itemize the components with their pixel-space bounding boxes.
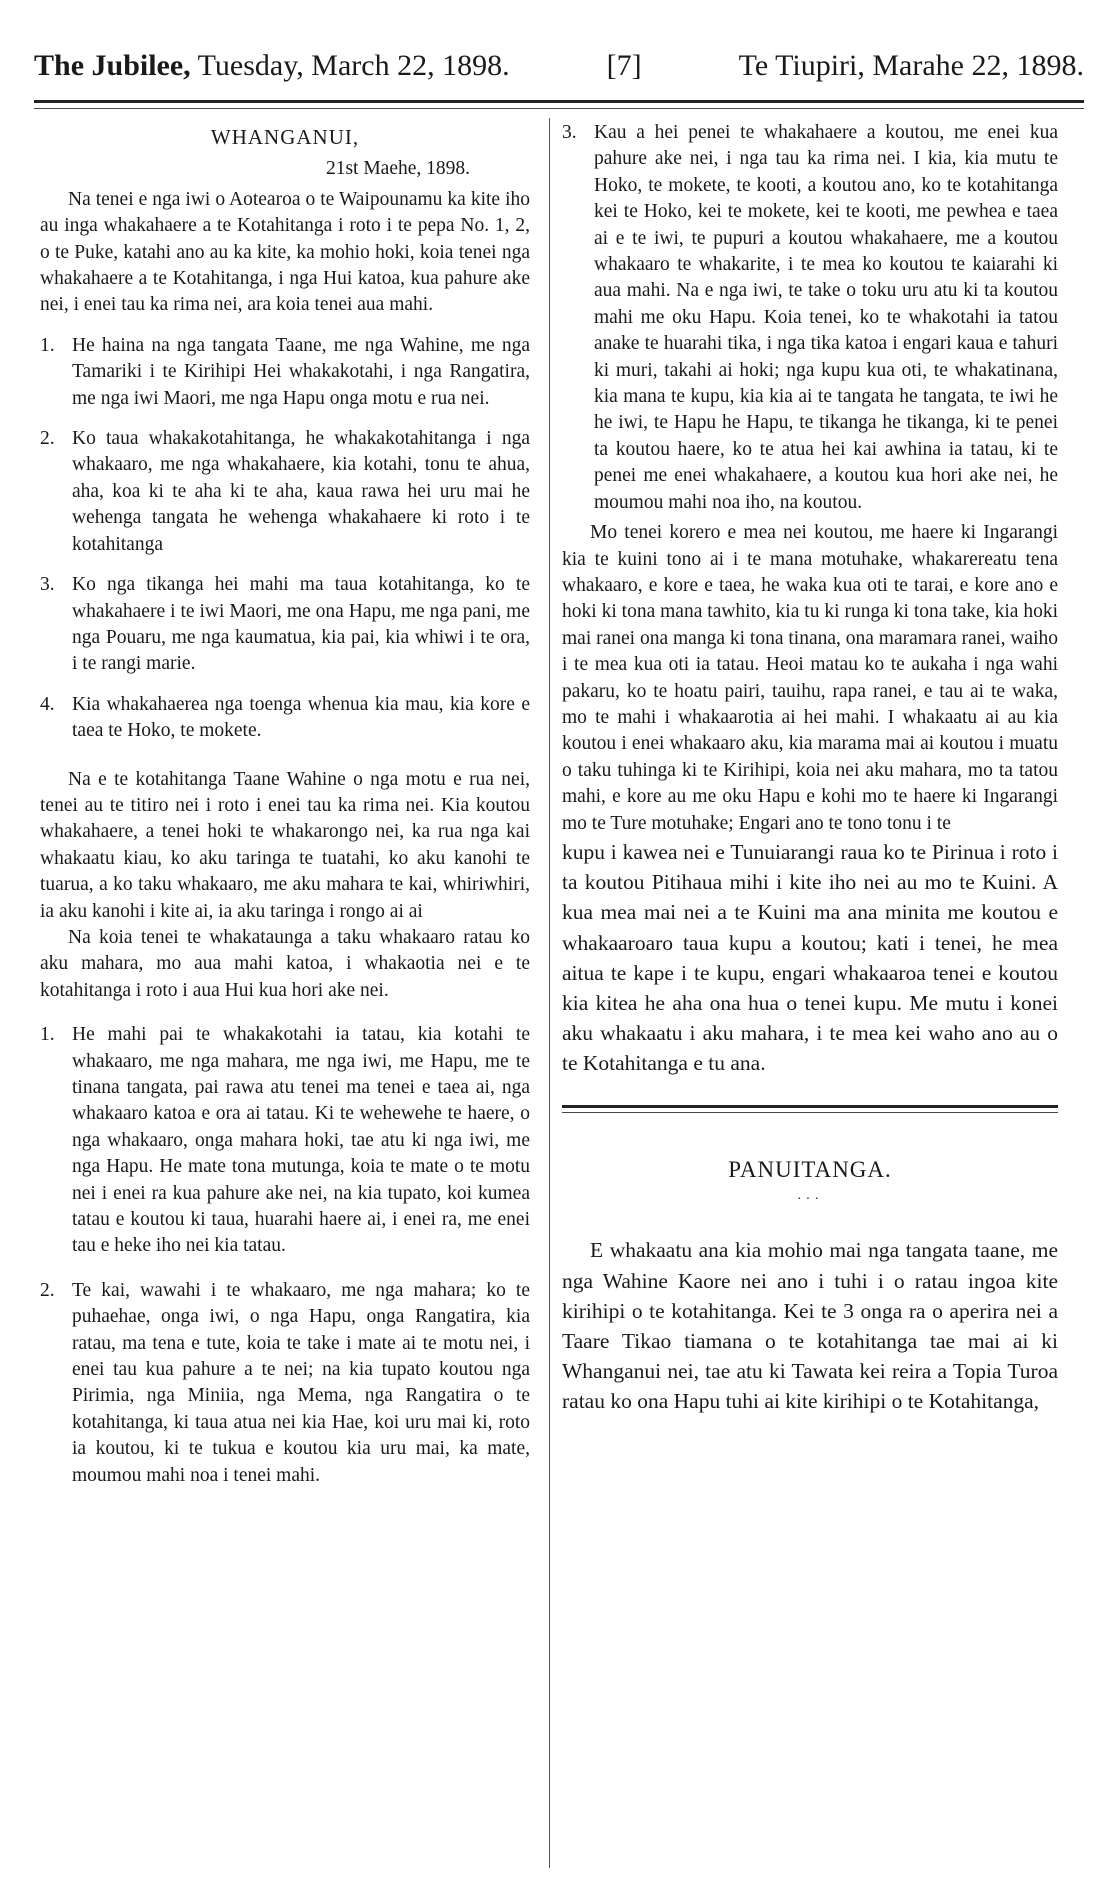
item-number: 2. bbox=[40, 1279, 55, 1301]
list-item bbox=[40, 333, 530, 412]
intro-paragraph: Na tenei e nga iwi o Aotearoa o te Waipounamu ka kite iho au inga whakahaere a te Kotahitanga i roto i te pepa No. 1, 2, o te Puke, katahi ano au ka kite, ka mohio hoki, koia tenei nga whakahaere a te Kotahitanga, i nga Hui katoa, kua pahure ake nei, i enei tau ka rima nei, ara koia tenei aua mahi. bbox=[40, 188, 530, 316]
letter-date: 21st Maehe, 1898. bbox=[325, 158, 470, 180]
page-header bbox=[34, 38, 1084, 94]
header-rule bbox=[34, 100, 1084, 103]
item-number: 1. bbox=[40, 1024, 55, 1046]
item-number: 3. bbox=[40, 574, 55, 596]
item-text: Te kai, wawahi i te whakaaro, me nga mahara; ko te puhaehae, onga iwi, o nga Hapu, onga Rangatira, kia ratau, ma tena e tute, koia te take i mate ai te motu nei, i enei tau kua pahure a te nei; na kia tupato koutou nga Pirimia, nga Miniia, nga Mema, nga Rangatira o te kotahitanga, ki taua atua nei kia Hae, koi uru mai ki, roto ia koutou, ki te tukua e koutou kia uru mai, ka mate, moumou mahi noa i tenei mahi. bbox=[72, 1279, 530, 1486]
body-paragraph: Na e te kotahitanga Taane Wahine o nga motu e rua nei, tenei au te titiro nei i roto i enei tau ka rima nei. Kia koutou whakahaere, a tenei hoki te whakarongo nei, ka rua nga kai whakaatu kiau, ko aku taringa te tuatahi, ko aku kanohi te tuarua, a ko taku whakaaro, me aku mahara te kai, whiriwhiri, ia aku kanohi i kite ai, ia aku taringa i rongo ai ai bbox=[40, 768, 530, 922]
list-item bbox=[562, 120, 1058, 516]
page-number: [7] bbox=[606, 49, 642, 82]
notice-title: PANUITANGA. bbox=[728, 1156, 892, 1182]
letter-place: WHANGANUI, bbox=[210, 125, 360, 149]
item-number: 2. bbox=[40, 428, 55, 450]
list-item bbox=[40, 692, 530, 745]
right-column bbox=[562, 118, 1058, 1417]
body-paragraph-large: kupu i kawea nei e Tunuiarangi raua ko te Pirinua i roto i ta koutou Pitihaua mihi i kite iho nei au mo te Kuini. A kua mea mai nei a te Kuini ma ana minita me koutou e whakaaroaro taua kupu a koutou; kati i tenei, he mea aitua te kape i te kupu, engari whakaaroa tenei e koutou kia kitea he aha ona hua o tenei kupu. Me mutu i konei aku whakaatu i aku mahara, i te mea kei waho ano au o te Kotahitanga e tu ana. bbox=[562, 839, 1058, 1076]
left-column bbox=[40, 118, 530, 1489]
body-paragraph: Mo tenei korero e mea nei koutou, me haere ki Ingarangi kia te kuini tono ai i te mana motuhake, whakarereatu tena whakaaro, e kore e taea, he waka kua oti te tarai, e kore ano e hoki ki tona mana tawhito, kia tu ki runga ki tona take, kia hoki mai ranei ona manga ki tona tinana, ona maramara ranei, waiho i te mea kua oti ia tatau. Heoi matau ko te aukaha i nga wahi pakaru, ko te hoatu pairi, tauihu, rapa ranei, e tau ai te waka, mo te mahi i whakaarotia ai hei mahi. I whakaatu ai au kia koutou i enei whakaaro aku, kia marama mai ai koutou i muatu o taku tuhinga ki te Kirihipi, koia nei aku mahara, mo ta tatou mahi, e kore au me oku Hapu e kohi mo te haere ki Ingarangi mo te Ture motuhake; Engari ano te tono tonu i te bbox=[562, 522, 1058, 834]
list-item bbox=[40, 426, 530, 558]
section-rule-thin bbox=[562, 1112, 1058, 1113]
item-text: Ko nga tikanga hei mahi ma taua kotahitanga, ko te whakahaere i te iwi Maori, me ona Hapu, me nga pani, me nga Pouaru, me nga kaumatua, kia pai, kia whiwi i te ora, i te rangi marie. bbox=[72, 574, 530, 675]
header-title: The Jubilee, bbox=[34, 49, 191, 82]
item-number: 1. bbox=[40, 334, 55, 356]
notice-text: E whakaatu ana kia mohio mai nga tangata taane, me nga Wahine Kaore nei ano i tuhi i o ratau ingoa kite kirihipi o te kotahitanga. Kei te 3 onga ra o aperira nei a Taare Tikao tiamana o te kotahitanga tae mai ai ki Whanganui nei, tae atu ki Tawata kei reira a Topia Turoa ratau ko ona Hapu tuhi ai kite kirihipi o te Kotahitanga, bbox=[562, 1238, 1058, 1414]
item-text: Ko taua whakakotahitanga, he whakakotahitanga i nga whakaaro, me nga whakahaere, kia kotahi, tonu te ahua, aha, koa ki te aha ki te aha, kaua rawa hei uru mai he wehenga tangata he wehenga whakahaere ki roto i te kotahitanga bbox=[72, 428, 530, 555]
header-rule-thin bbox=[34, 108, 1084, 109]
title-ornament: ··· bbox=[797, 1192, 823, 1207]
header-date: Tuesday, March 22, 1898. bbox=[190, 49, 510, 82]
list-item bbox=[40, 1278, 530, 1489]
item-text: He haina na nga tangata Taane, me nga Wahine, me nga Tamariki i te Kirihipi Hei whakakotahi, i nga Rangatira, me nga iwi Maori, me nga Hapu onga motu e rua nei. bbox=[72, 334, 530, 409]
body-paragraph: Na koia tenei te whakataunga a taku whakaaro ratau ko aku mahara, mo aua mahi katoa, i whakaotia nei e te kotahitanga i roto i aua Hui kua hori ake nei. bbox=[40, 926, 530, 1001]
column-divider bbox=[549, 118, 550, 1868]
list-item bbox=[40, 1022, 530, 1260]
header-left bbox=[34, 49, 510, 83]
item-text: Kau a hei penei te whakahaere a koutou, me enei kua pahure ake nei, i nga tau ka rima nei. I kia, kia mutu te Hoko, te mokete, te kooti, a koutou ano, ko te kotahitanga kei te Hoko, kei te mokete, kei te kooti, me pewhea e taea ai e te iwi, te pupuri a koutou whakahaere, me a koutou whakaaro te whakarite, i te mea ko koutou te kaiarahi ki aua mahi. Na e nga iwi, te take o toku uru atu ki ta koutou mahi me oku Hapu. Koia tenei, ko te whakotahi ia tatou anake te huarahi tika, i nga tika katoa i engari kaua e tahuri ki muri, takahi ai hoki; nga kupu kua oti, te whakatinana, kia mana te kupu, kia kia ai te tangata he tangata, te iwi he he iwi, te Hapu he Hapu, te tikanga he tikanga, ki te penei ta koutou haere, ko te atua hei kai awhina ia tatau, ki te penei me enei whakahaere, a koutou kua hori ake nei, he moumou mahi noa iho, na koutou. bbox=[594, 122, 1058, 513]
item-text: He mahi pai te whakakotahi ia tatau, kia kotahi te whakaaro, me nga mahara, me nga iwi, me Hapu, me te tinana tangata, pai rawa atu tenei ma tenei e taea ai, nga whakaaro katoa e ora ai tatau. Ki te wehewehe te haere, o nga whakaaro, onga mahara hoki, tae atu ki nga iwi, me nga Hapu. He mate tona mutunga, koia te mate o te motu nei i enei ra kua pahure ake nei, na kia tupato, koi kumea tatau e koutou ki taua, huarahi haere ai, i enei ra, me enei tau e heke iho nei kia tatau. bbox=[72, 1024, 530, 1257]
header-right: Te Tiupiri, Marahe 22, 1898. bbox=[738, 49, 1084, 82]
list-item bbox=[40, 572, 530, 678]
item-number: 4. bbox=[40, 693, 55, 715]
item-text: Kia whakahaerea nga toenga whenua kia mau, kia kore e taea te Hoko, te mokete. bbox=[72, 693, 530, 742]
section-rule bbox=[562, 1105, 1058, 1108]
item-number: 3. bbox=[562, 122, 577, 143]
